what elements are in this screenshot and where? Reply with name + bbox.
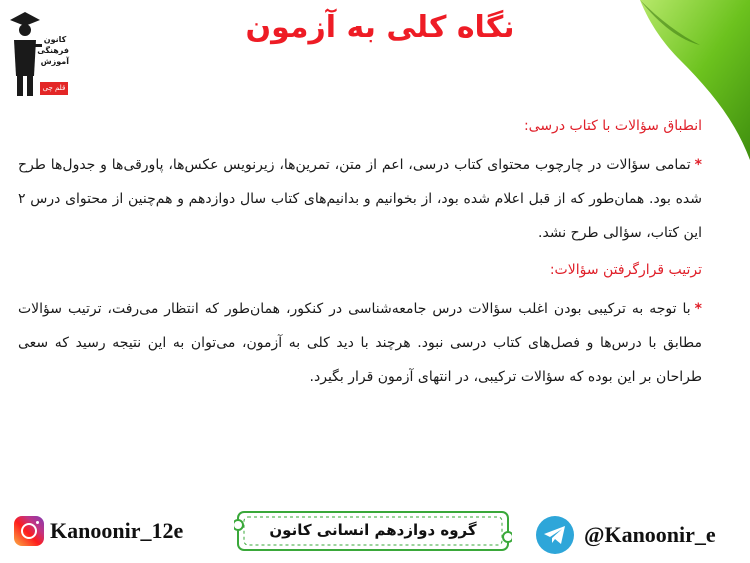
section-paragraph [18, 292, 702, 394]
instagram-handle: Kanoonir_12e [50, 518, 184, 543]
logo-text [37, 34, 69, 67]
section-heading: ترتیب قرارگرفتن سؤالات: [549, 262, 702, 278]
section-heading: انطباق سؤالات با کتاب درسی: [523, 118, 702, 134]
telegram-handle: @Kanoonir_e [584, 522, 716, 547]
telegram-link[interactable] [536, 516, 716, 554]
logo-line: فرهنگی [37, 46, 69, 55]
group-label: گروه دوازدهم انسانی کانون [269, 521, 477, 539]
section-paragraph [18, 148, 702, 250]
instagram-icon [14, 516, 44, 546]
instagram-link[interactable] [14, 516, 183, 546]
main-content [18, 118, 702, 406]
kanoon-logo [8, 6, 70, 100]
logo-badge: قلم چی [40, 82, 68, 95]
paragraph-text: با توجه به ترکیبی بودن اغلب سؤالات درس جامعه‌شناسی در کنکور، همان‌طور که انتظار می‌رفت، ترتیب سؤالات مطابق با درس‌ها و فصل‌های کتاب درسی نبود. هرچند با دید کلی به آزمون، می‌توان به این نتیجه رسید که سعی طراحان بر این بوده که سؤالات ترکیبی، در انتهای آزمون قرار بگیرد. [18, 301, 702, 385]
paragraph-text: تمامی سؤالات در چارچوب محتوای کتاب درسی، اعم از متن، تمرین‌ها، زیرنویس عکس‌ها، پاورقی‌ها و جدول‌ها طرح شده بود. همان‌طور که از قبل اعلام شده بود، از بخوانیم و بدانیم‌های کتاب سال دوازدهم و هم‌چنین از محتوای درس ۲ این کتاب، سؤالی طرح نشد. [18, 157, 702, 241]
logo-line: آموزش [40, 57, 69, 66]
logo-line: کانون [43, 35, 67, 44]
bullet-star: * [694, 301, 702, 317]
group-label-box [234, 508, 512, 554]
telegram-icon [536, 516, 574, 554]
bullet-star: * [694, 157, 702, 173]
page-title: نگاه کلی به آزمون [245, 10, 515, 45]
